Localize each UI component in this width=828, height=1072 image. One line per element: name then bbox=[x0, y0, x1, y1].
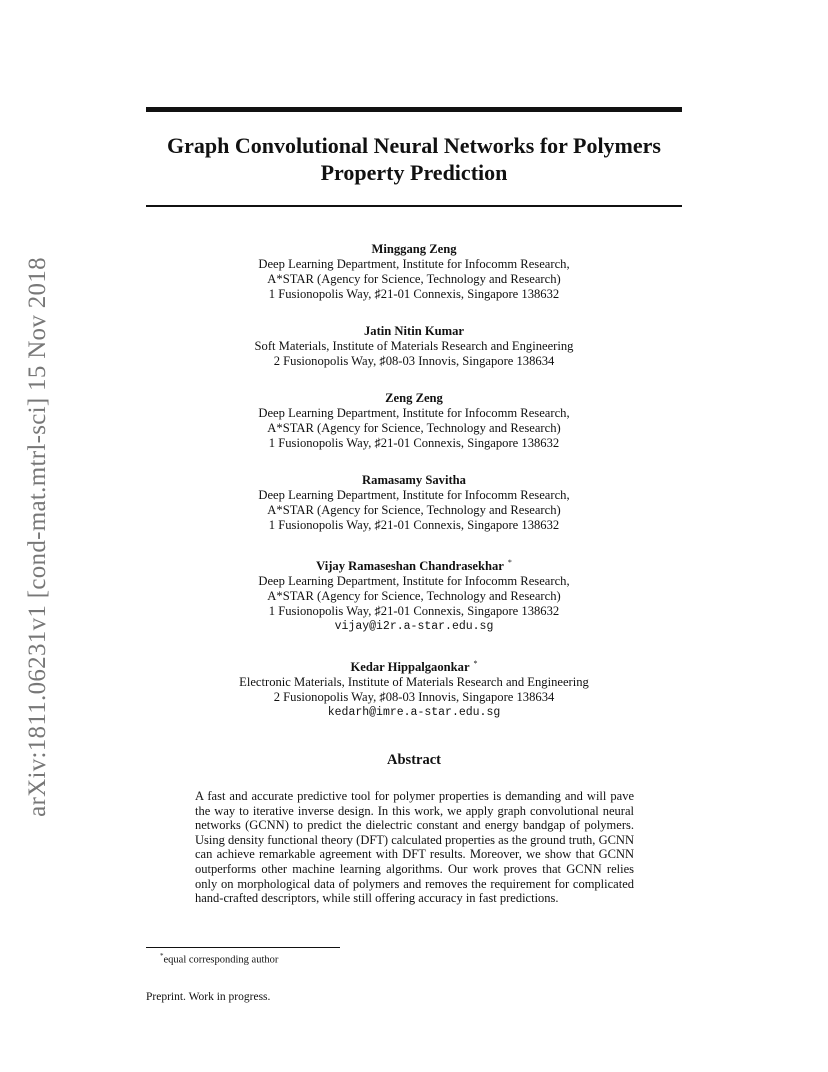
author-block bbox=[146, 391, 682, 451]
affiliation-line: A*STAR (Agency for Science, Technology and Research) bbox=[267, 421, 561, 435]
author-block bbox=[146, 324, 682, 369]
author-name: Kedar Hippalgaonkar * bbox=[350, 659, 478, 675]
footnote-rule bbox=[146, 947, 340, 948]
author-block bbox=[146, 656, 682, 720]
arxiv-identifier: arXiv:1811.06231v1 [cond-mat.mtrl-sci] 15 Nov 2018 bbox=[24, 257, 51, 817]
author-block bbox=[146, 555, 682, 634]
author-email[interactable]: kedarh@imre.a-star.edu.sg bbox=[327, 706, 501, 720]
affiliation-line: A*STAR (Agency for Science, Technology and Research) bbox=[267, 589, 561, 604]
affiliation-line: A*STAR (Agency for Science, Technology and Research) bbox=[267, 272, 561, 286]
author-name: Zeng Zeng bbox=[385, 391, 443, 405]
affiliation-line: Deep Learning Department, Institute for Infocomm Research, bbox=[258, 574, 570, 589]
footnote-marker: * bbox=[160, 952, 164, 960]
footnote-text: equal corresponding author bbox=[163, 954, 279, 966]
affiliation-line: 1 Fusionopolis Way, ♯21-01 Connexis, Singapore 138632 bbox=[268, 518, 560, 532]
affiliation-line: Deep Learning Department, Institute for Infocomm Research, bbox=[258, 257, 570, 271]
author-email[interactable]: vijay@i2r.a-star.edu.sg bbox=[334, 620, 494, 634]
affiliation-line: Deep Learning Department, Institute for Infocomm Research, bbox=[258, 488, 570, 502]
affiliation-line: 1 Fusionopolis Way, ♯21-01 Connexis, Singapore 138632 bbox=[268, 604, 560, 619]
title-line-2: Property Prediction bbox=[320, 160, 508, 185]
preprint-note: Preprint. Work in progress. bbox=[146, 991, 271, 1003]
footnote-marker: * bbox=[507, 558, 512, 567]
affiliation-line: Deep Learning Department, Institute for Infocomm Research, bbox=[258, 406, 570, 420]
author-block bbox=[146, 473, 682, 533]
affiliation-line: Soft Materials, Institute of Materials Research and Engineering bbox=[254, 339, 574, 353]
footnote bbox=[160, 952, 278, 966]
affiliation-line: A*STAR (Agency for Science, Technology and Research) bbox=[267, 503, 561, 517]
title-bottom-rule bbox=[146, 205, 682, 207]
title-line-1: Graph Convolutional Neural Networks for Polymers bbox=[167, 133, 661, 158]
affiliation-line: 1 Fusionopolis Way, ♯21-01 Connexis, Singapore 138632 bbox=[268, 287, 560, 301]
paper-title bbox=[146, 132, 682, 186]
affiliation-line: 2 Fusionopolis Way, ♯08-03 Innovis, Singapore 138634 bbox=[273, 690, 555, 705]
abstract-heading: Abstract bbox=[387, 752, 441, 768]
author-name: Jatin Nitin Kumar bbox=[363, 324, 465, 338]
affiliation-line: Electronic Materials, Institute of Materials Research and Engineering bbox=[239, 675, 589, 690]
author-name: Minggang Zeng bbox=[371, 242, 457, 256]
author-list bbox=[146, 242, 682, 742]
affiliation-line: 1 Fusionopolis Way, ♯21-01 Connexis, Singapore 138632 bbox=[268, 436, 560, 450]
author-name: Vijay Ramaseshan Chandrasekhar * bbox=[316, 558, 512, 574]
footnote-marker: * bbox=[473, 659, 478, 669]
author-block bbox=[146, 242, 682, 302]
affiliation-line: 2 Fusionopolis Way, ♯08-03 Innovis, Singapore 138634 bbox=[273, 354, 555, 368]
title-top-rule bbox=[146, 107, 682, 112]
abstract-body: A fast and accurate predictive tool for polymer properties is demanding and will pave the way to iterative inverse design. In this work, we apply graph convolutional neural networks (GCNN) to predict the dielectric constant and energy bandgap of polymers. Using density functional theory (DFT) calculated properties as the ground truth, GCNN can achieve remarkable agreement with DFT results. Moreover, we show that GCNN outperforms other machine learning algorithms. Our work proves that GCNN relies only on morphological data of polymers and removes the requirement for complicated hand-crafted descriptors, while still offering accuracy in fast predictions. bbox=[195, 789, 634, 906]
author-name: Ramasamy Savitha bbox=[362, 473, 466, 487]
